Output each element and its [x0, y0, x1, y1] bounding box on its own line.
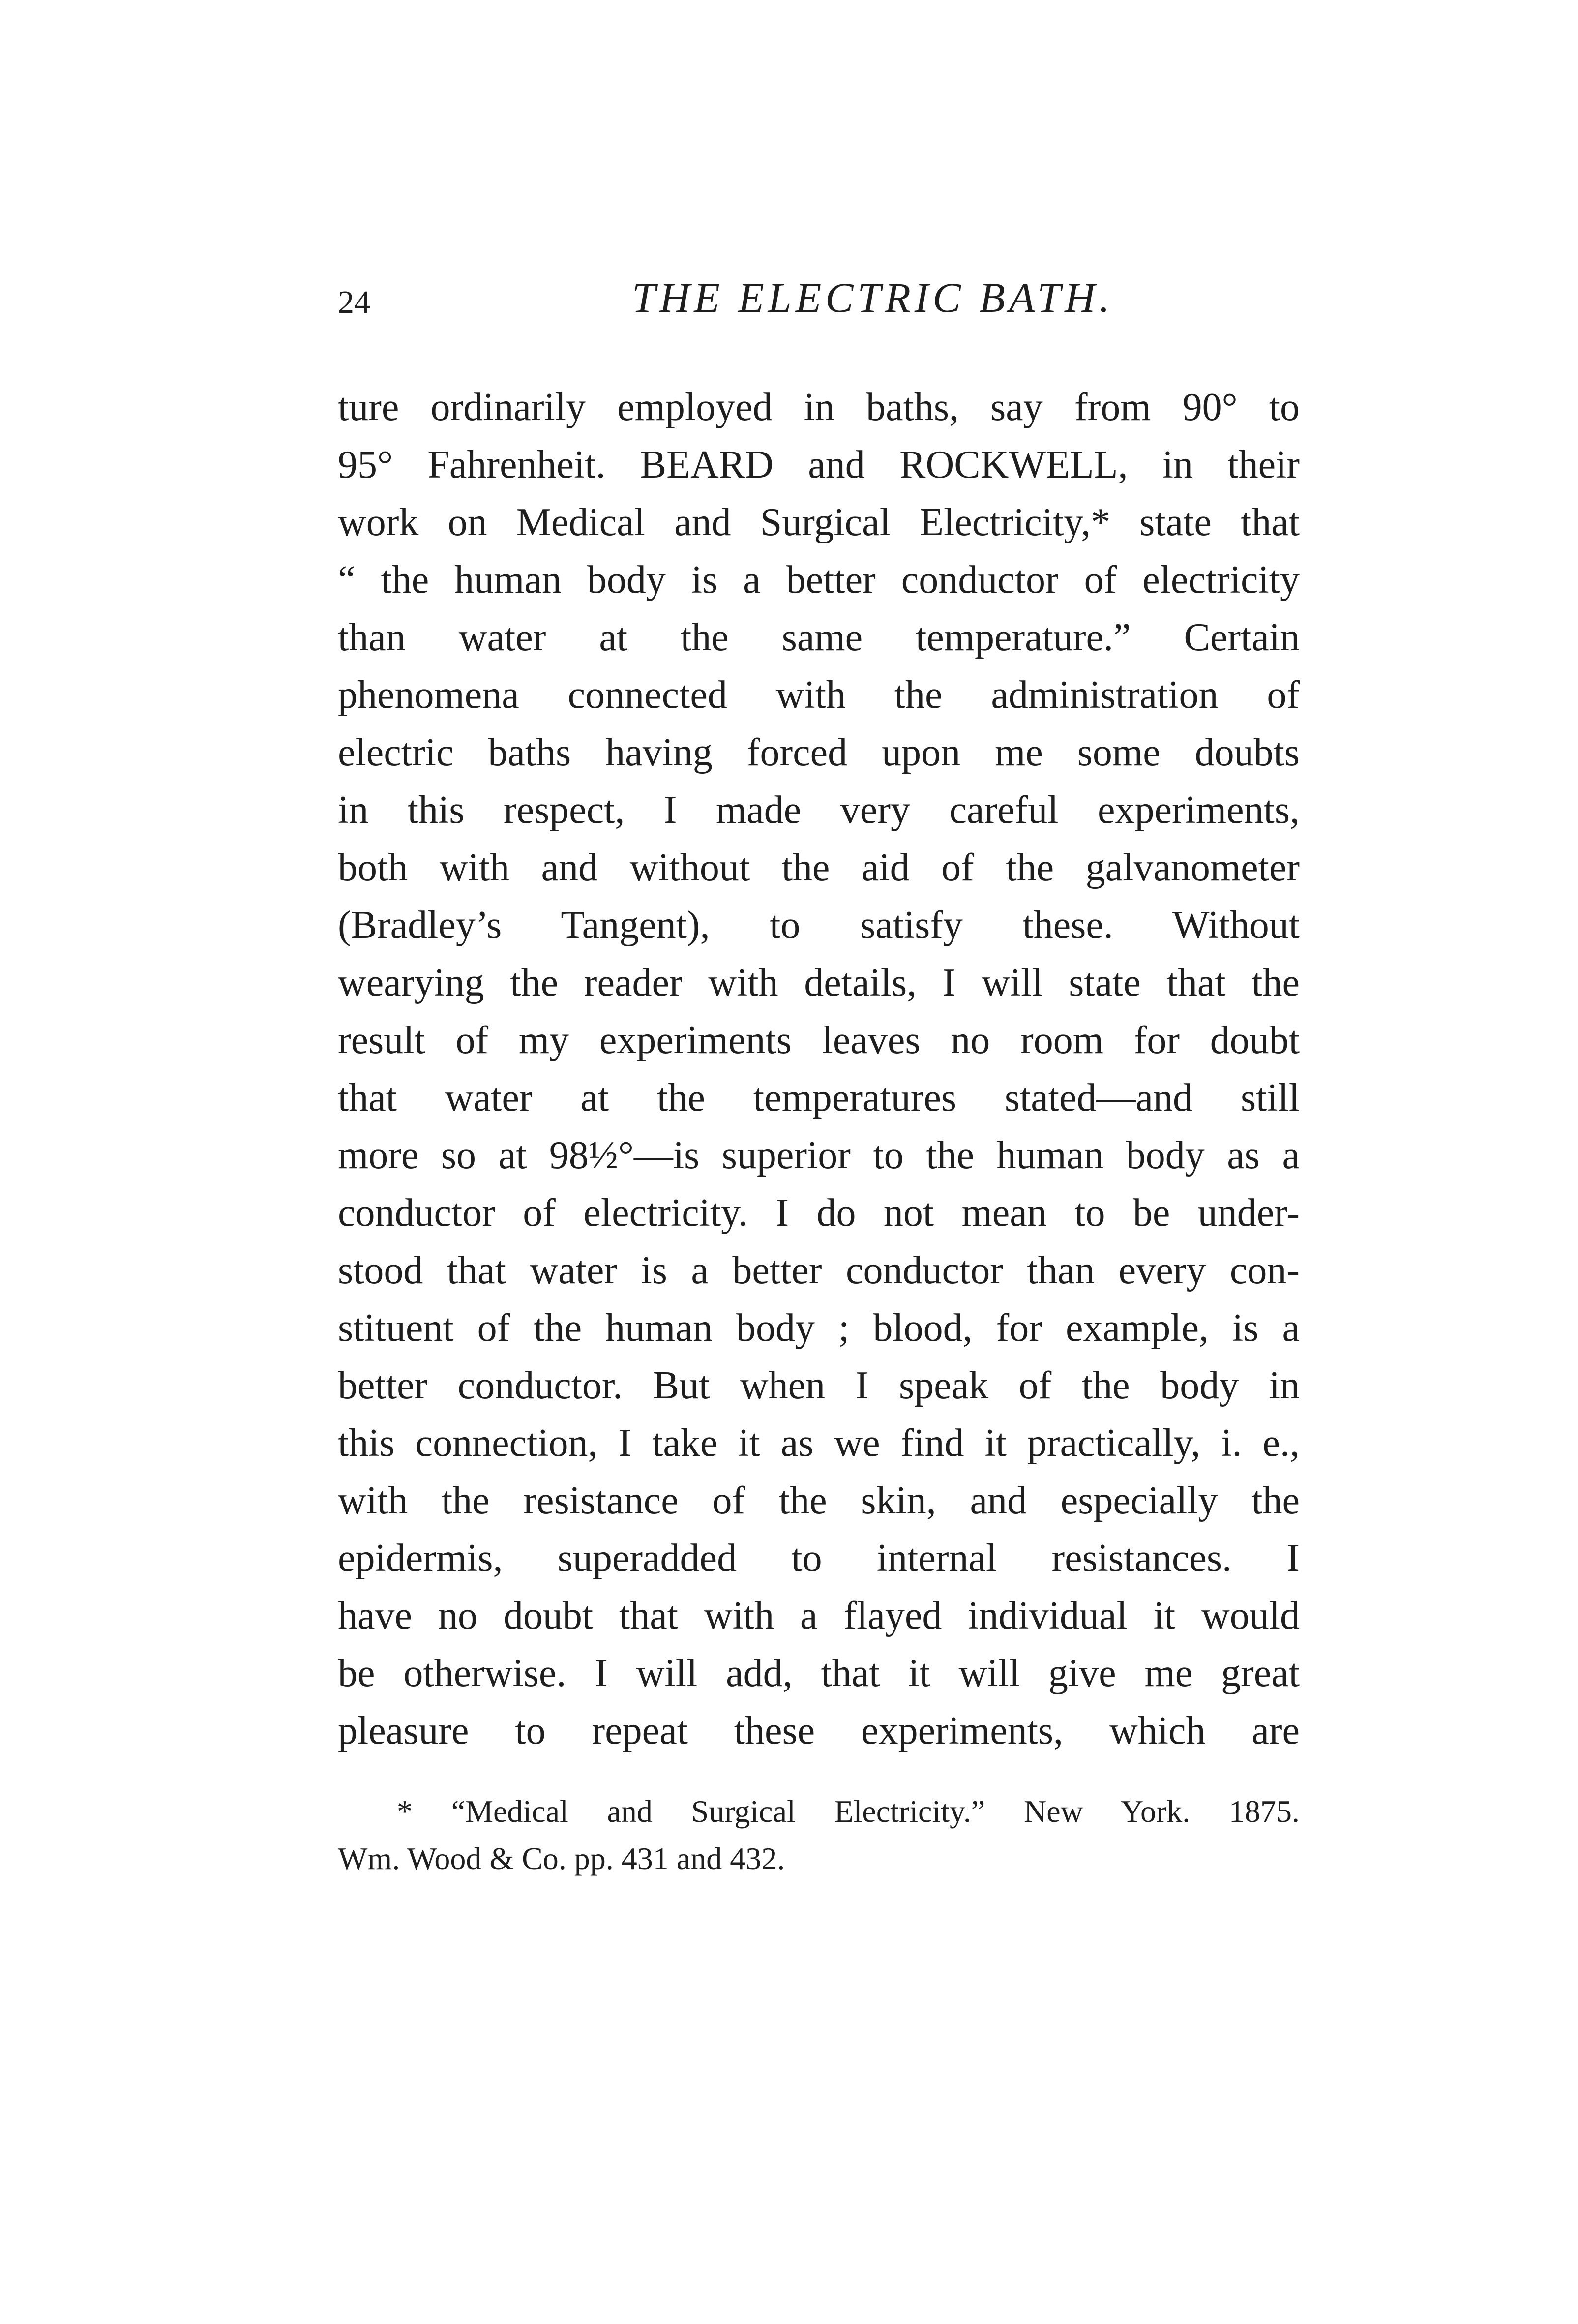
text-line: pleasure to repeat these experiments, which are: [338, 1709, 1300, 1752]
text-line: work on Medical and Surgical Electricity,* state that: [338, 501, 1300, 544]
text-line: stood that water is a better conductor than every con-: [338, 1249, 1300, 1292]
text-line: ture ordinarily employed in baths, say from 90° to: [338, 386, 1300, 429]
text-line: more so at 98½°—is superior to the human body as a: [338, 1134, 1300, 1177]
text-line: that water at the temperatures stated—and still: [338, 1076, 1300, 1119]
text-line: be otherwise. I will add, that it will give me great: [338, 1652, 1300, 1695]
text-line: stituent of the human body ; blood, for example, is a: [338, 1306, 1300, 1350]
text-line: with the resistance of the skin, and especially the: [338, 1479, 1300, 1522]
page-header: [338, 273, 1300, 327]
text-line: this connection, I take it as we find it practically, i. e.,: [338, 1421, 1300, 1465]
text-line: in this respect, I made very careful experiments,: [338, 788, 1300, 832]
text-line: “ the human body is a better conductor of electricity: [338, 558, 1300, 602]
text-line: both with and without the aid of the galvanometer: [338, 846, 1300, 889]
text-line: epidermis, superadded to internal resistances. I: [338, 1537, 1300, 1580]
text-line: result of my experiments leaves no room for doubt: [338, 1019, 1300, 1062]
text-line: wearying the reader with details, I will state that the: [338, 961, 1300, 1004]
text-line: than water at the same temperature.” Certain: [338, 616, 1300, 659]
footnote: [338, 1788, 1300, 1882]
text-line: (Bradley’s Tangent), to satisfy these. Without: [338, 904, 1300, 947]
text-line: have no doubt that with a flayed individual it would: [338, 1594, 1300, 1637]
footnote-line: * “Medical and Surgical Electricity.” New York. 1875.: [397, 1794, 1300, 1829]
body-text: [338, 379, 1300, 1760]
text-line: electric baths having forced upon me some doubts: [338, 731, 1300, 774]
text-line: better conductor. But when I speak of the body in: [338, 1364, 1300, 1407]
text-line: conductor of electricity. I do not mean to be under-: [338, 1191, 1300, 1235]
text-line: 95° Fahrenheit. BEARD and ROCKWELL, in their: [338, 443, 1300, 486]
running-title: THE ELECTRIC BATH.: [632, 274, 1114, 321]
text-line: phenomena connected with the administration of: [338, 673, 1300, 717]
footnote-line: Wm. Wood & Co. pp. 431 and 432.: [338, 1841, 785, 1876]
page-number: 24: [338, 284, 370, 320]
